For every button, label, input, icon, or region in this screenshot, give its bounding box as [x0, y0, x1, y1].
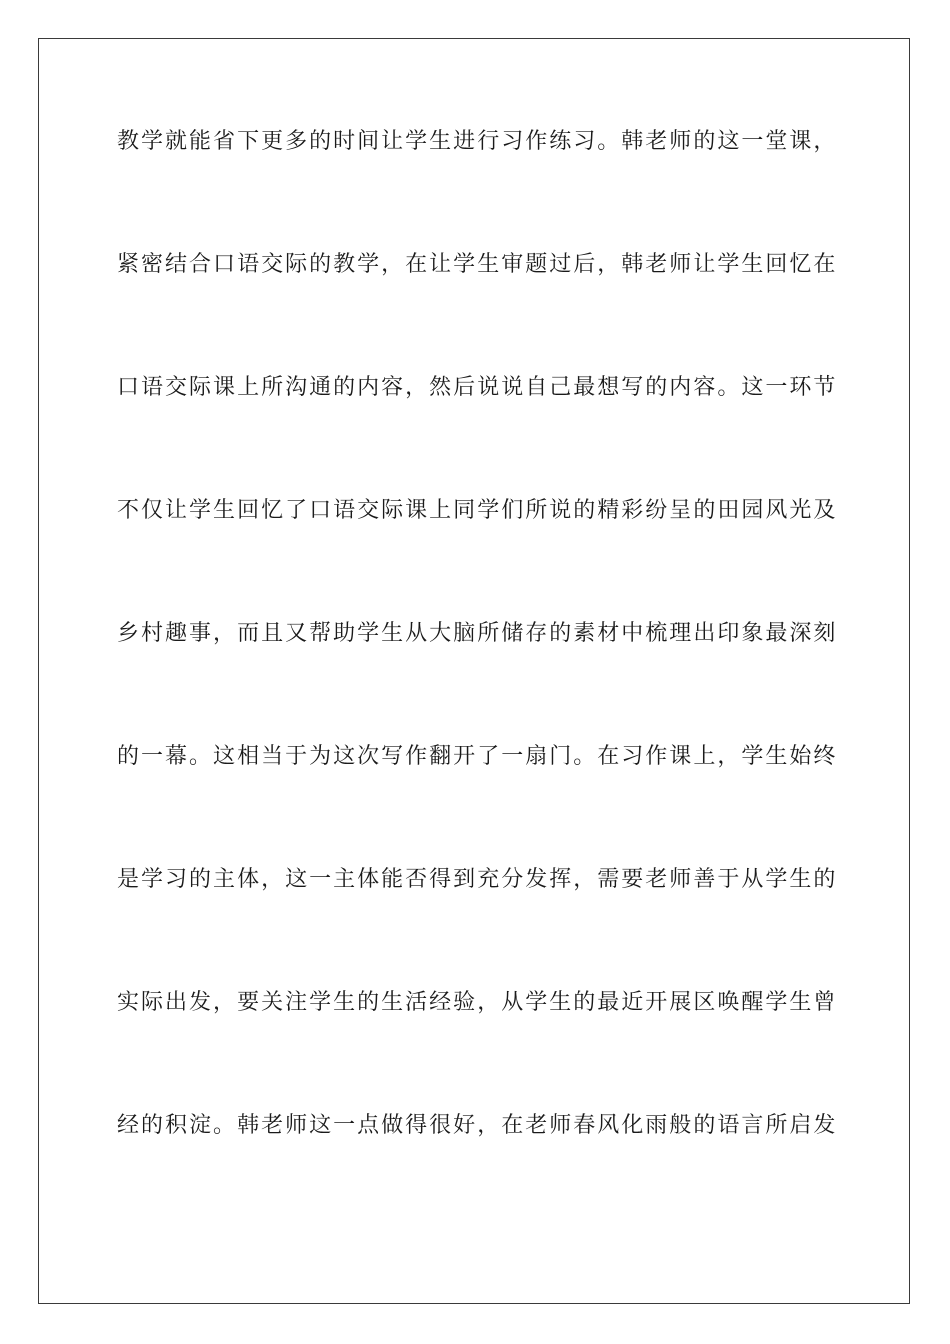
text-line-8: 实际出发，要关注学生的生活经验，从学生的最近开展区唤醒学生曾: [117, 990, 837, 1015]
text-line-5: 乡村趣事，而且又帮助学生从大脑所储存的素材中梳理出印象最深刻: [117, 621, 837, 646]
text-line-9: 经的积淀。韩老师这一点做得很好，在老师春风化雨般的语言所启发: [117, 1113, 837, 1138]
text-line-4: 不仅让学生回忆了口语交际课上同学们所说的精彩纷呈的田园风光及: [117, 498, 837, 523]
text-line-7: 是学习的主体，这一主体能否得到充分发挥，需要老师善于从学生的: [117, 867, 837, 892]
text-line-3: 口语交际课上所沟通的内容，然后说说自己最想写的内容。这一环节: [117, 375, 837, 400]
text-line-2: 紧密结合口语交际的教学，在让学生审题过后，韩老师让学生回忆在: [117, 252, 837, 277]
text-line-6: 的一幕。这相当于为这次写作翻开了一扇门。在习作课上，学生始终: [117, 744, 837, 769]
document-body: [117, 124, 837, 1231]
text-line-1: 教学就能省下更多的时间让学生进行习作练习。韩老师的这一堂课，: [117, 129, 837, 154]
